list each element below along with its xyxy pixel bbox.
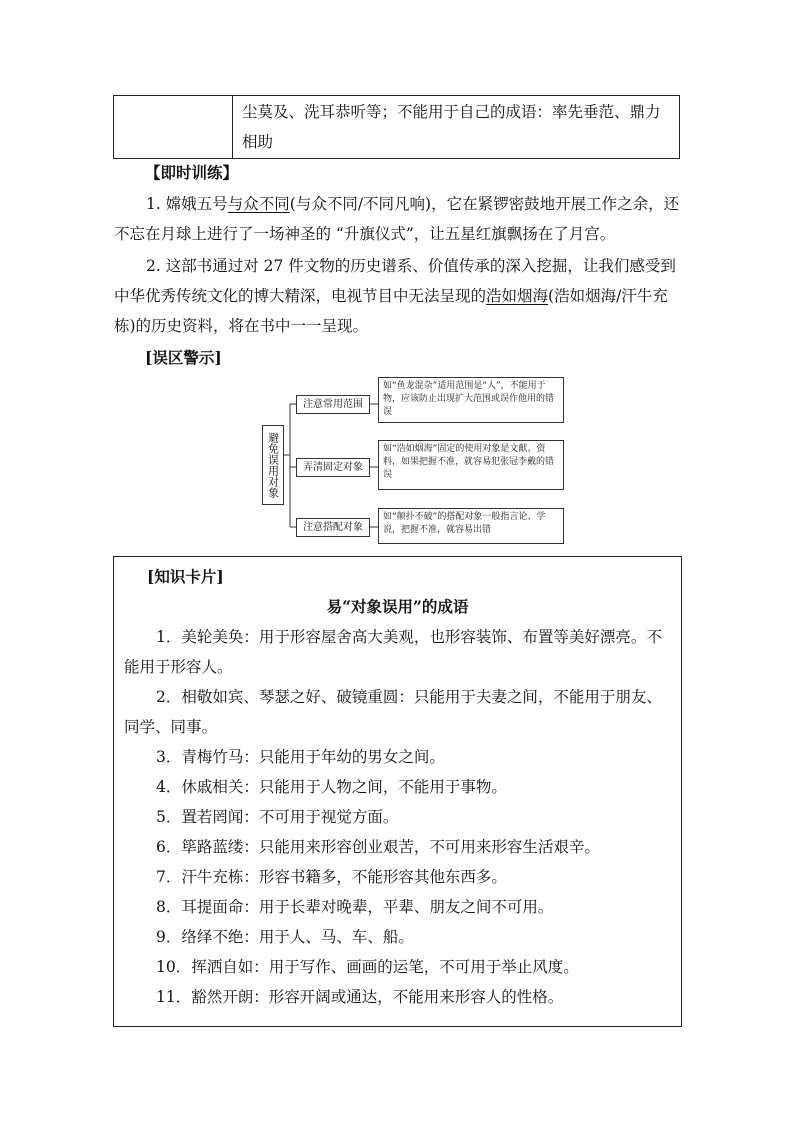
item-text-post: (与众不同/不同凡响)，它在紧锣密鼓地开展工作之余，还不忘在月球上进行了一场神圣的 “升旗仪式”，让五星红旗飘扬在了月宫。 bbox=[114, 195, 680, 243]
item-text-pre: 嫦娥五号 bbox=[165, 195, 228, 213]
branch-label-2: 弄清固定对象 bbox=[296, 458, 370, 477]
list-item: 9．络绎不绝：用于人、马、车、船。 bbox=[156, 928, 414, 946]
table-cell-empty bbox=[114, 96, 233, 158]
item-number: 2. bbox=[146, 257, 161, 275]
practice-item-2 bbox=[114, 251, 680, 341]
list-item: 2．相敬如宾、琴瑟之好、破镜重圆：只能用于夫妻之间，不能用于朋友、同学、同事。 bbox=[124, 688, 662, 736]
diagram-root: 避免误用对象 bbox=[262, 425, 284, 505]
branch-note-2: 如“浩如烟海”固定的使用对象是文献、资料，如果把握不准，就容易犯张冠李戴的错误 bbox=[378, 440, 564, 490]
branch-note-3: 如“颠扑不破”的搭配对象一般指言论、学说，把握不准，就容易出错 bbox=[378, 508, 564, 544]
list-item: 7．汗牛充栋：形容书籍多，不能形容其他东西多。 bbox=[156, 868, 507, 886]
card-title: 易“对象误用”的成语 bbox=[326, 597, 469, 616]
underlined-answer: 浩如烟海 bbox=[486, 287, 549, 305]
practice-heading: 【即时训练】 bbox=[145, 163, 239, 182]
warning-heading: [误区警示] bbox=[145, 348, 222, 367]
item-text-post: (浩如烟海/汗牛充栋)的历史资料，将在书中一一呈现。 bbox=[114, 287, 668, 335]
card-items bbox=[124, 622, 671, 1012]
branch-note-1: 如“鱼龙混杂”适用范围是“人”，不能用于物，应该防止出现扩大范围或误作他用的错误 bbox=[378, 377, 564, 423]
branch-label-1: 注意常用范围 bbox=[296, 395, 370, 414]
concept-diagram bbox=[260, 370, 570, 550]
list-item: 11．豁然开朗：形容开阔或通达，不能用来形容人的性格。 bbox=[156, 988, 564, 1006]
branch-label-3: 注意搭配对象 bbox=[296, 518, 370, 537]
knowledge-card-content bbox=[124, 562, 671, 1012]
list-item: 1．美轮美奂：用于形容屋舍高大美观，也形容装饰、布置等美好漂亮。不能用于形容人。 bbox=[124, 628, 662, 676]
underlined-answer: 与众不同 bbox=[227, 195, 290, 213]
practice-item-1 bbox=[114, 189, 680, 249]
knowledge-card bbox=[113, 556, 682, 1027]
item-number: 1. bbox=[146, 195, 161, 213]
list-item: 5．置若罔闻：不可用于视觉方面。 bbox=[156, 808, 399, 826]
item-text-pre: 这部书通过对 27 件文物的历史谱系、价值传承的深入挖掘，让我们感受到中华优秀传统文化的博大精深，电视节目中无法呈现的 bbox=[114, 257, 676, 305]
list-item: 4．休戚相关：只能用于人物之间，不能用于事物。 bbox=[156, 778, 507, 796]
card-heading: [知识卡片] bbox=[147, 567, 224, 586]
list-item: 6．筚路蓝缕：只能用来形容创业艰苦，不可用来形容生活艰辛。 bbox=[156, 838, 600, 856]
list-item: 3．青梅竹马：只能用于年幼的男女之间。 bbox=[156, 748, 445, 766]
list-item: 10．挥洒自如：用于写作、画画的运笔，不可用于举止风度。 bbox=[156, 958, 579, 976]
list-item: 8．耳提面命：用于长辈对晚辈，平辈、朋友之间不可用。 bbox=[156, 898, 554, 916]
table-cell-text: 尘莫及、洗耳恭听等；不能用于自己的成语：率先垂范、鼎力相助 bbox=[242, 103, 661, 151]
top-table bbox=[113, 95, 680, 159]
